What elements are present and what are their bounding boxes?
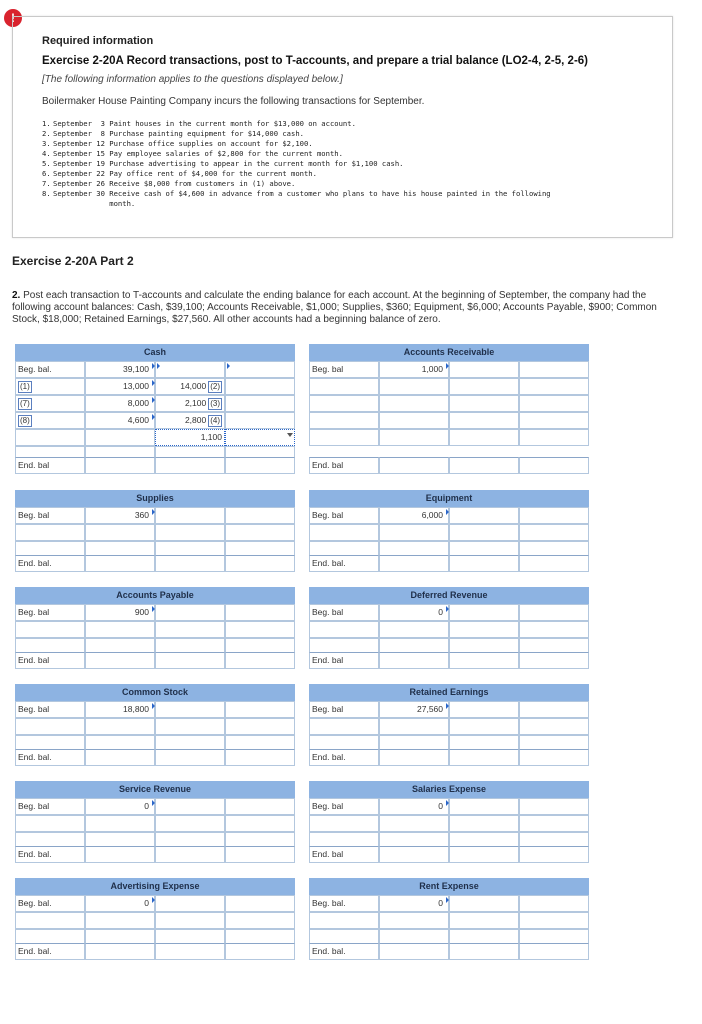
beg-balance[interactable]: 0	[379, 895, 449, 912]
t-account-cash	[15, 344, 295, 474]
ref-input[interactable]	[225, 361, 295, 378]
transaction-list	[42, 119, 672, 209]
end-bal-label: End. bal.	[15, 749, 85, 766]
beg-bal-label: Beg. bal.	[15, 361, 85, 378]
end-bal-label: End. bal	[309, 846, 379, 863]
credit-input[interactable]: 2,800 (4)	[155, 412, 225, 429]
end-bal-credit[interactable]	[155, 457, 225, 474]
debit-input[interactable]: 13,000	[85, 378, 155, 395]
transaction-item: 3. September 12 Purchase office supplies on account for $2,100.	[42, 139, 313, 148]
beg-balance[interactable]: 0	[85, 895, 155, 912]
ref-label: (8)	[20, 416, 30, 425]
ref-input[interactable]	[225, 412, 295, 429]
end-bal-label: End. bal	[15, 457, 85, 474]
transaction-item: 2. September 8 Purchase painting equipment for $14,000 cash.	[42, 129, 304, 138]
alert-icon: !	[4, 9, 22, 27]
credit-input[interactable]: 14,000 (2)	[155, 378, 225, 395]
debit-input[interactable]	[85, 429, 155, 446]
t-account-title: Equipment	[309, 490, 589, 507]
end-bal-label: End. bal.	[309, 943, 379, 960]
beg-balance[interactable]: 0	[85, 798, 155, 815]
beg-bal-label: Beg. bal	[15, 604, 85, 621]
t-account-title: Common Stock	[15, 684, 295, 701]
t-account-title: Deferred Revenue	[309, 587, 589, 604]
ref-label: (7)	[20, 399, 30, 408]
ref-input[interactable]	[225, 395, 295, 412]
ref-cell[interactable]	[15, 412, 85, 429]
end-bal-label: End. bal.	[309, 555, 379, 572]
t-account-title: Cash	[15, 344, 295, 361]
end-bal-label: End. bal.	[309, 749, 379, 766]
t-account-title: Accounts Receivable	[309, 344, 589, 361]
beg-balance[interactable]: 6,000	[379, 507, 449, 524]
required-information-box	[12, 16, 673, 238]
ref-cell[interactable]	[15, 395, 85, 412]
credit-input[interactable]: 1,100	[155, 429, 225, 446]
beg-balance[interactable]: 27,560	[379, 701, 449, 718]
end-bal-label: End. bal	[15, 652, 85, 669]
transaction-item: 4. September 15 Pay employee salaries of $2,800 for the current month.	[42, 149, 343, 158]
beg-balance[interactable]: 1,000	[379, 361, 449, 378]
end-bal-row	[15, 457, 295, 474]
beg-bal-label: Beg. bal	[309, 507, 379, 524]
question-text	[12, 290, 662, 326]
ref-label: (1)	[20, 382, 30, 391]
exercise-note: [The following information applies to the questions displayed below.]	[42, 74, 343, 85]
transaction-item: 7. September 26 Receive $8,000 from customers in (1) above.	[42, 179, 296, 188]
beg-balance[interactable]: 900	[85, 604, 155, 621]
ref-cell[interactable]	[15, 378, 85, 395]
t-account-title: Salaries Expense	[309, 781, 589, 798]
transaction-item: 6. September 22 Pay office rent of $4,000 for the current month.	[42, 169, 317, 178]
chevron-down-icon	[287, 433, 293, 437]
beg-bal-label: Beg. bal.	[15, 895, 85, 912]
t-account-title: Retained Earnings	[309, 684, 589, 701]
exercise-title: Exercise 2-20A Record transactions, post to T-accounts, and prepare a trial balance (LO2-4, 2-5, 2-6)	[42, 55, 589, 67]
beg-balance[interactable]: 360	[85, 507, 155, 524]
t-account-rent-expense	[309, 878, 589, 1008]
end-bal-label: End. bal.	[15, 555, 85, 572]
entry-row	[15, 429, 295, 446]
part-title: Exercise 2-20A Part 2	[12, 254, 134, 268]
debit-input[interactable]: 4,600	[85, 412, 155, 429]
cash-beg-balance[interactable]: 39,100	[85, 361, 155, 378]
end-bal-label: End. bal.	[15, 846, 85, 863]
entry-row	[15, 378, 295, 395]
t-account-accounts-receivable	[309, 344, 589, 474]
exercise-intro: Boilermaker House Painting Company incurs the following transactions for September.	[42, 96, 425, 107]
end-bal-label: End. bal.	[15, 943, 85, 960]
beg-bal-label: Beg. bal	[309, 701, 379, 718]
beg-bal-label: Beg. bal	[15, 507, 85, 524]
ref-cell[interactable]	[15, 429, 85, 446]
end-bal-debit[interactable]	[85, 457, 155, 474]
beg-balance[interactable]: 0	[379, 798, 449, 815]
t-account-advertising-expense	[15, 878, 295, 1008]
entry-row	[15, 412, 295, 429]
end-bal-label: End. bal	[309, 457, 379, 474]
beg-bal-label: Beg. bal	[309, 361, 379, 378]
beg-bal-row	[15, 361, 295, 378]
entry-row	[15, 395, 295, 412]
beg-bal-label: Beg. bal	[309, 798, 379, 815]
end-bal-label: End. bal	[309, 652, 379, 669]
t-account-title: Supplies	[15, 490, 295, 507]
question-body: Post each transaction to T-accounts and calculate the ending balance for each account. At the beginning of September, the company had the following account balances: Cash, $39,100; Accounts Receivable, $1,000; Supplies, $360; Equipment, $6,000; Accounts Payable, $900; Common Stock, $18,000; Retained Earnings, $27,560. All other accounts had a beginning balance of zero.	[12, 290, 657, 325]
credit-input[interactable]: 2,100 (3)	[155, 395, 225, 412]
beg-bal-label: Beg. bal	[309, 604, 379, 621]
t-account-title: Rent Expense	[309, 878, 589, 895]
beg-balance[interactable]: 18,800	[85, 701, 155, 718]
transaction-item: 5. September 19 Purchase advertising to appear in the current month for $1,100 cash.	[42, 159, 404, 168]
t-account-title: Accounts Payable	[15, 587, 295, 604]
ref-input[interactable]	[225, 378, 295, 395]
beg-balance[interactable]: 0	[379, 604, 449, 621]
transaction-item: 8. September 30 Receive cash of $4,600 in advance from a customer who plans to have his house painted in the following month.	[42, 189, 551, 208]
question-number: 2.	[12, 290, 21, 301]
beg-bal-label: Beg. bal	[15, 798, 85, 815]
t-account-title: Advertising Expense	[15, 878, 295, 895]
beg-bal-label: Beg. bal	[15, 701, 85, 718]
transaction-item: 1. September 3 Paint houses in the current month for $13,000 on account.	[42, 119, 356, 128]
credit-input[interactable]	[155, 361, 225, 378]
ref-dropdown[interactable]	[225, 429, 295, 446]
beg-bal-label: Beg. bal.	[309, 895, 379, 912]
debit-input[interactable]: 8,000	[85, 395, 155, 412]
t-account-title: Service Revenue	[15, 781, 295, 798]
required-information-label: Required information	[42, 35, 154, 47]
